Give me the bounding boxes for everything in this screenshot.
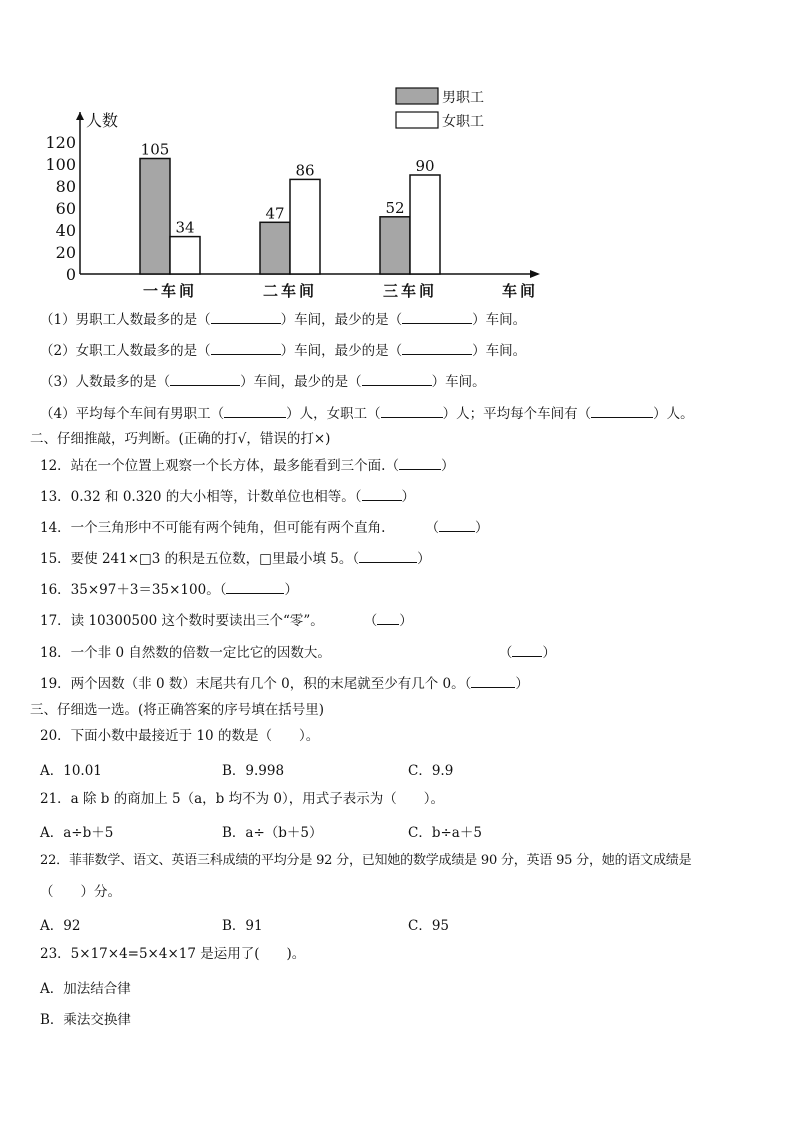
q2-text-a: （2）女职工人数最多的是（ [40,343,211,359]
q23-option-a[interactable]: A．加法结合律 [40,981,131,997]
bar [410,175,440,274]
question-2 [40,342,526,360]
answer-blank[interactable] [512,644,542,657]
bar-value-label: 52 [385,198,405,217]
q20-option-b[interactable]: B．9.998 [222,763,285,779]
judge-17-pre: （ [363,613,378,629]
bar [170,237,200,274]
answer-blank[interactable] [362,373,432,386]
q21-option-a[interactable]: A．a÷b＋5 [40,825,114,841]
question-4 [40,405,694,423]
section-3-title: 三、仔细选一选。(将正确答案的序号填在括号里) [30,702,325,718]
bar [260,222,290,274]
answer-blank[interactable] [211,342,281,355]
y-tick-label: 120 [45,133,76,152]
q3-text-a: （3）人数最多的是（ [40,374,171,390]
judge-19-end: ） [515,676,529,692]
y-tick-label: 20 [55,243,76,262]
q23-stem: 23．5×17×4=5×4×17 是运用了( )。 [40,946,306,962]
answer-blank[interactable] [402,311,472,324]
q3-text-c: ）车间。 [431,374,486,390]
judge-16 [40,581,298,599]
judge-12-text: 12．站在一个位置上观察一个长方体，最多能看到三个面.（ [40,458,399,474]
q22-option-a[interactable]: A．92 [40,918,81,934]
bar-value-label: 34 [175,218,195,237]
q21-option-c[interactable]: C．b÷a＋5 [408,825,482,841]
q2-text-b: ）车间，最少的是（ [280,343,403,359]
judge-19-text: 19．两个因数（非 0 数）末尾共有几个 0，积的末尾就至少有几个 0。（ [40,676,472,692]
q22-stem: 22．菲菲数学、语文、英语三科成绩的平均分是 92 分，已知她的数学成绩是 90 分，英语 95 分，她的语文成绩是 [40,853,692,868]
q4-text-a: （4）平均每个车间有男职工（ [40,406,225,422]
q22-stem-2: （ ）分。 [40,884,121,900]
section-2-title: 二、仔细推敲，巧判断。(正确的打√，错误的打×) [30,431,331,447]
judge-12-end: ） [440,458,455,474]
answer-blank[interactable] [170,373,240,386]
judge-13-text: 13．0.32 和 0.320 的大小相等，计数单位也相等。（ [40,489,362,505]
q22-option-b[interactable]: B．91 [222,918,263,934]
x-axis-arrow [530,270,540,278]
q20-stem: 20．下面小数中最接近于 10 的数是（ ）。 [40,728,320,744]
y-tick-label: 0 [65,265,76,284]
q1-text-b: ）车间，最少的是（ [280,312,403,328]
judge-14-text: 14．一个三角形中不可能有两个钝角，但可能有两个直角. [40,520,386,536]
judge-14 [40,519,488,537]
q4-text-c: ）人；平均每个车间有（ [442,406,592,422]
judge-18 [40,644,556,662]
x-category-label: 二车间 [262,282,318,300]
y-tick-label: 80 [55,177,76,196]
answer-blank[interactable] [399,457,441,470]
x-category-label: 一车间 [142,282,198,300]
question-1 [40,311,526,329]
y-axis-arrow [76,112,84,120]
bar-chart [40,80,560,306]
judge-17 [40,612,413,630]
y-tick-label: 40 [55,221,76,240]
answer-blank[interactable] [359,550,417,563]
judge-18-end: ） [542,645,556,661]
q1-text-a: （1）男职工人数最多的是（ [40,312,211,328]
judge-15 [40,550,431,568]
judge-17-text: 17．读 10300500 这个数时要读出三个“零”。 [40,613,324,629]
bar [290,179,320,274]
judge-19 [40,675,529,693]
legend-label: 女职工 [442,114,484,130]
answer-blank[interactable] [471,675,515,688]
x-category-label: 三车间 [382,282,438,300]
answer-blank[interactable] [377,612,399,625]
bar [380,217,410,274]
q20-option-a[interactable]: A．10.01 [40,763,102,779]
judge-12 [40,457,454,475]
legend-swatch [396,88,438,104]
answer-blank[interactable] [362,488,402,501]
q3-text-b: ）车间，最少的是（ [240,374,362,390]
q22-option-c[interactable]: C．95 [408,918,450,934]
bar [140,159,170,275]
judge-18-pre: （ [498,645,513,661]
legend-label: 男职工 [442,90,484,106]
judge-13-end: ） [401,489,416,505]
answer-blank[interactable] [402,342,472,355]
judge-16-text: 16．35×97＋3＝35×100。（ [40,582,227,598]
answer-blank[interactable] [211,311,281,324]
bar-value-label: 47 [265,204,285,223]
judge-15-end: ） [417,551,431,567]
q20-option-c[interactable]: C．9.9 [408,763,454,779]
q23-option-b[interactable]: B．乘法交换律 [40,1012,131,1028]
judge-16-end: ） [284,582,298,598]
bar-value-label: 86 [295,161,315,180]
answer-blank[interactable] [439,519,475,532]
q4-text-b: ）人，女职工（ [286,406,381,422]
bar-value-label: 90 [415,157,435,175]
q4-text-d: ）人。 [653,406,694,422]
bar-value-label: 105 [140,140,170,159]
question-3 [40,373,486,391]
q2-text-c: ）车间。 [472,343,527,359]
y-tick-label: 100 [45,155,76,174]
answer-blank[interactable] [591,405,653,418]
answer-blank[interactable] [224,405,286,418]
judge-13 [40,488,415,506]
judge-18-text: 18．一个非 0 自然数的倍数一定比它的因数大。 [40,645,331,661]
judge-15-text: 15．要使 241×□3 的积是五位数，□里最小填 5。（ [40,551,360,567]
q1-text-c: ）车间。 [472,312,527,328]
judge-14-end: ） [474,520,489,536]
y-tick-label: 60 [55,199,76,218]
legend-swatch [396,112,438,128]
q21-option-b[interactable]: B．a÷（b＋5） [222,825,323,841]
judge-14-pre: （ [425,520,439,536]
answer-blank[interactable] [226,581,284,594]
y-axis-label: 人数 [86,111,119,130]
judge-17-end: ） [399,613,413,629]
q21-stem: 21．a 除 b 的商加上 5（a，b 均不为 0），用式子表示为（ ）。 [40,791,444,807]
x-category-label: 车间 [501,282,539,300]
answer-blank[interactable] [381,405,443,418]
